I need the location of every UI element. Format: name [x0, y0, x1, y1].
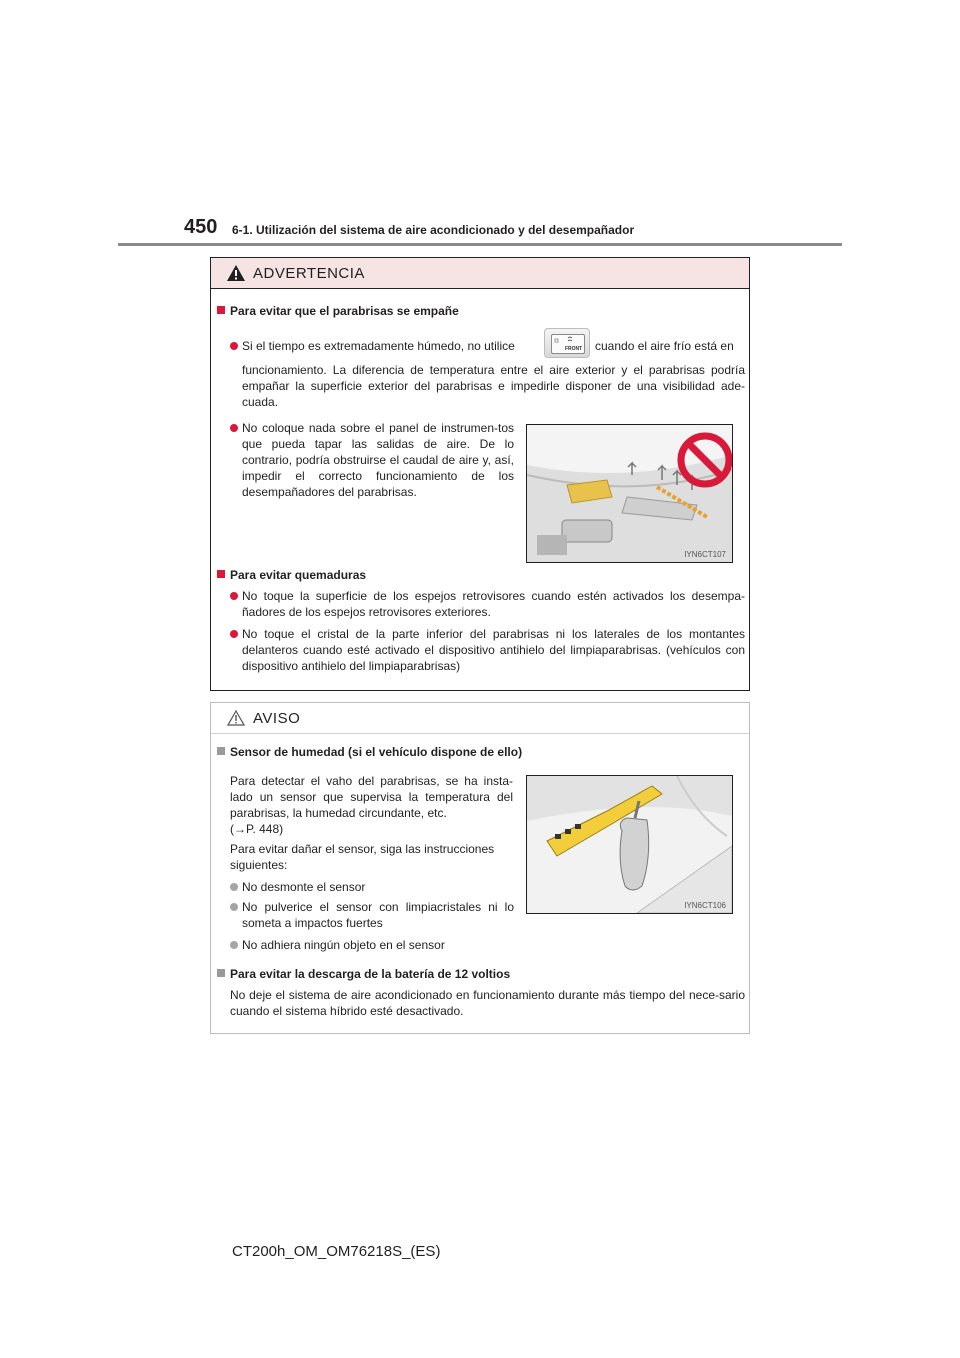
- notice-para-1: Para detectar el vaho del parabrisas, se ha insta-lado un sensor que supervisa la temperatura del parabrisas, la humedad circundante, etc.: [230, 774, 513, 820]
- bullet-dot-icon: [230, 424, 238, 432]
- warning-triangle-icon: [227, 265, 245, 281]
- sensor-illustration: [527, 776, 732, 913]
- bullet-dot-icon: [230, 883, 238, 891]
- header-divider: [118, 243, 842, 246]
- document-code: CT200h_OM_OM76218S_(ES): [232, 1243, 441, 1260]
- square-bullet-icon: [217, 747, 225, 755]
- humidity-sensor-figure: [526, 775, 733, 914]
- bullet-dot-icon: [230, 903, 238, 911]
- warning-title: ADVERTENCIA: [253, 264, 365, 282]
- svg-text:FRONT: FRONT: [565, 346, 583, 352]
- notice-bullet-1: No desmonte el sensor: [242, 880, 366, 894]
- bullet-dot-icon: [230, 630, 238, 638]
- dashboard-illustration: [527, 425, 732, 562]
- square-bullet-icon: [217, 306, 225, 314]
- warning-item-2: No coloque nada sobre el panel de instrumen-tos que pueda tapar las salidas de aire. De lo contrario, podría obstruirse el caudal de aire y, así, impedir el correcto funcionamiento de los desempañadores del parabrisas.: [242, 421, 514, 499]
- notice-box: [210, 702, 750, 1034]
- notice-para-3: No deje el sistema de aire acondicionado en funcionamiento durante más tiempo del nece-sario cuando el sistema híbrido esté desactivado.: [230, 988, 745, 1018]
- notice-title: AVISO: [253, 709, 301, 727]
- square-bullet-icon: [217, 570, 225, 578]
- warning-header: [211, 258, 749, 289]
- notice-bullet-2: No pulverice el sensor con limpiacristales ni lo someta a impactos fuertes: [242, 900, 514, 930]
- figure-code: IYN6CT107: [684, 550, 726, 559]
- page-number: 450: [184, 216, 218, 238]
- warning-heading-burns: Para evitar quemaduras: [217, 568, 366, 582]
- warning-item-4: No toque el cristal de la parte inferior del parabrisas ni los laterales de los montantes delanteros cuando esté activado el dispositivo antihielo del limpiaparabrisas. (vehículos con dispositivo antihielo del limpiaparabrisas): [242, 627, 745, 673]
- warning-heading-fog: Para evitar que el parabrisas se empañe: [217, 304, 459, 318]
- caution-triangle-icon: [227, 710, 245, 726]
- warning-item-1-start: Si el tiempo es extremadamente húmedo, no utilice: [242, 339, 515, 353]
- warning-item-1-rest: funcionamiento. La diferencia de temperatura entre el aire exterior y el parabrisas podría empañar la superficie exterior del parabrisas e impedirle disponer de una visibilidad ade-cuada.: [242, 363, 745, 409]
- bullet-dot-icon: [230, 941, 238, 949]
- bullet-dot-icon: [230, 342, 238, 350]
- windshield-defog-icon: [552, 335, 584, 353]
- section-title: 6-1. Utilización del sistema de aire acondicionado y del desempañador: [232, 223, 635, 237]
- warning-box: [210, 257, 750, 691]
- front-defogger-button-icon: [544, 328, 590, 358]
- notice-heading-battery: Para evitar la descarga de la batería de 12 voltios: [217, 967, 510, 981]
- dashboard-vents-figure: [526, 424, 733, 563]
- figure-code: IYN6CT106: [684, 901, 726, 910]
- warning-item-3: No toque la superficie de los espejos retrovisores cuando estén activados los desempa-ñadores de los espejos retrovisores exteriores.: [242, 589, 745, 619]
- square-bullet-icon: [217, 969, 225, 977]
- warning-item-1-continue: cuando el aire frío está en: [595, 339, 734, 353]
- notice-para-1-ref: (→P. 448): [230, 822, 284, 836]
- notice-header: [211, 703, 749, 734]
- notice-bullet-3: No adhiera ningún objeto en el sensor: [242, 938, 445, 952]
- bullet-dot-icon: [230, 592, 238, 600]
- notice-heading-sensor: Sensor de humedad (si el vehículo dispone de ello): [217, 745, 522, 759]
- notice-para-2: Para evitar dañar el sensor, siga las instrucciones siguientes:: [230, 842, 495, 872]
